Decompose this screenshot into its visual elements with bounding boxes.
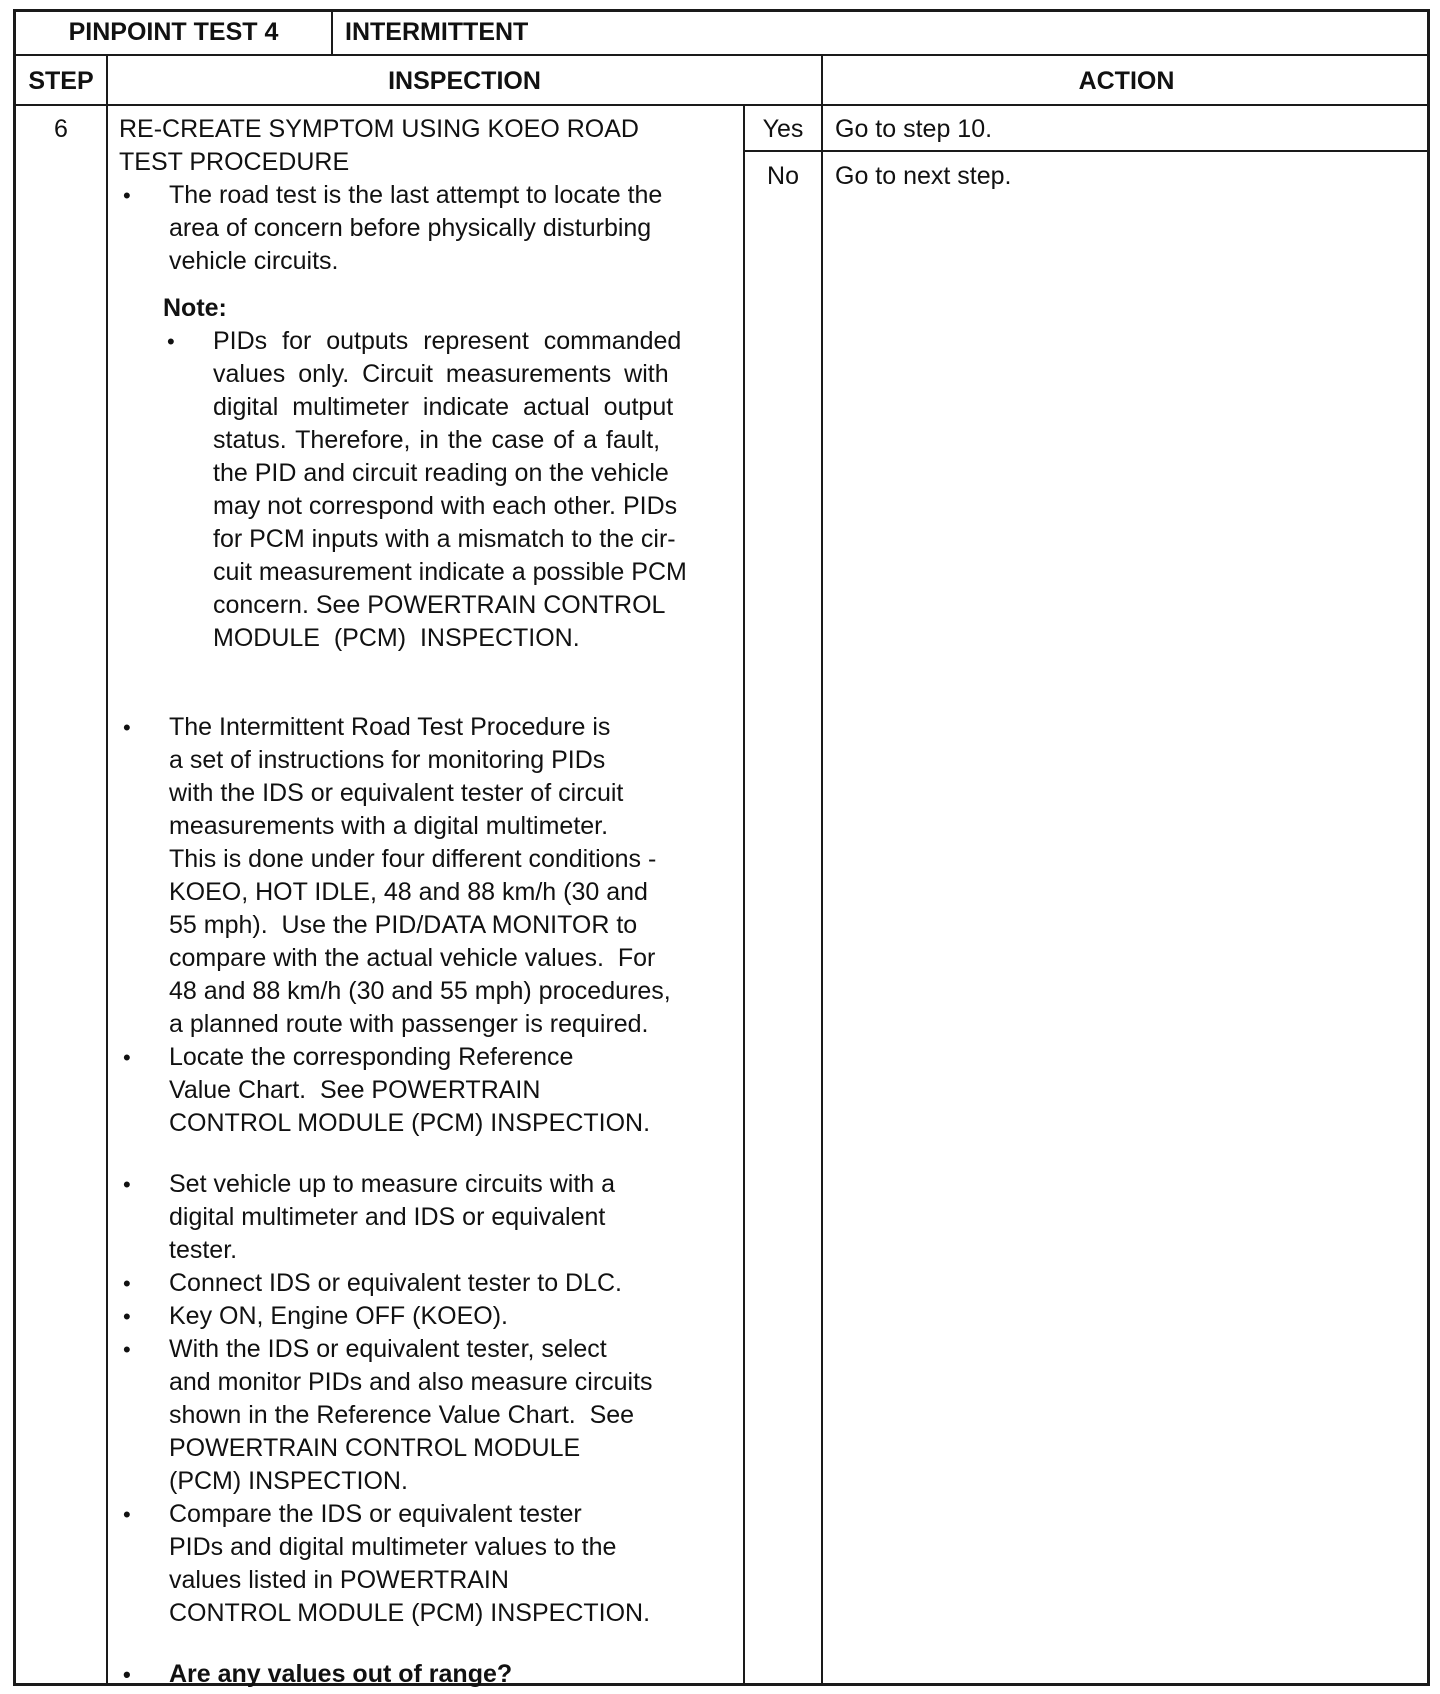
answer-yes: Yes	[762, 115, 804, 143]
note-line: digital multimeter indicate actual output	[213, 393, 674, 421]
note-line: values only. Circuit measurements with	[213, 360, 669, 388]
bullet-line: digital multimeter and IDS or equivalent	[169, 1203, 606, 1231]
rule-under-yes	[743, 150, 1430, 152]
bullet-line: CONTROL MODULE (PCM) INSPECTION.	[169, 1109, 651, 1137]
note-item	[163, 325, 735, 655]
rule-under-title	[13, 54, 1430, 56]
bullet-list-3	[119, 1168, 735, 1630]
bullet-koeo	[119, 1300, 735, 1333]
spacer	[119, 1140, 735, 1168]
bullet-line: POWERTRAIN CONTROL MODULE	[169, 1434, 581, 1462]
bullet-connect	[119, 1267, 735, 1300]
bullet-list-2	[119, 711, 735, 1140]
bullet-question	[119, 1658, 735, 1691]
column-header-step: STEP	[28, 67, 94, 95]
rule-answer-divider	[743, 104, 745, 1686]
note-list	[163, 325, 735, 655]
bullet-line: tester.	[169, 1236, 238, 1264]
bullet-line: a planned route with passenger is required.	[169, 1010, 649, 1038]
rule-inspection-divider	[821, 54, 823, 1686]
bullet-compare	[119, 1498, 735, 1630]
bullet-list-1	[119, 179, 735, 278]
answer-no: No	[767, 162, 799, 190]
bullet-line: Value Chart. See POWERTRAIN	[169, 1076, 541, 1104]
bullet-road-test	[119, 179, 735, 278]
bullet-line: • Set vehicle up to measure circuits with a	[169, 1170, 616, 1198]
bullet-line: • The road test is the last attempt to locate the	[169, 181, 663, 209]
bullet-monitor	[119, 1333, 735, 1498]
bullet-line: measurements with a digital multimeter.	[169, 812, 609, 840]
bullet-line: • Compare the IDS or equivalent tester	[169, 1500, 582, 1528]
note-line: MODULE (PCM) INSPECTION.	[213, 624, 580, 652]
bullet-line: This is done under four different conditions -	[169, 845, 657, 873]
column-header-inspection: INSPECTION	[388, 67, 541, 95]
question-text: • Are any values out of range?	[169, 1660, 513, 1688]
rule-title-divider	[331, 9, 333, 55]
bullet-line: • Connect IDS or equivalent tester to DLC.	[169, 1269, 623, 1297]
bullet-line: values listed in POWERTRAIN	[169, 1566, 509, 1594]
bullet-line: • With the IDS or equivalent tester, select	[169, 1335, 607, 1363]
bullet-line: • Key ON, Engine OFF (KOEO).	[169, 1302, 508, 1330]
spacer	[119, 655, 735, 711]
bullet-line: with the IDS or equivalent tester of circuit	[169, 779, 624, 807]
bullet-line: KOEO, HOT IDLE, 48 and 88 km/h (30 and	[169, 878, 648, 906]
step-title-line-1: RE-CREATE SYMPTOM USING KOEO ROAD	[119, 115, 639, 143]
bullet-line: (PCM) INSPECTION.	[169, 1467, 408, 1495]
test-subtitle: INTERMITTENT	[345, 18, 529, 46]
bullet-line: • Locate the corresponding Reference	[169, 1043, 574, 1071]
bullet-setup	[119, 1168, 735, 1267]
action-no: Go to next step.	[835, 162, 1012, 190]
bullet-line: vehicle circuits.	[169, 247, 339, 275]
bullet-line: • The Intermittent Road Test Procedure is	[169, 713, 611, 741]
bullet-road-test-procedure	[119, 711, 735, 1041]
bullet-line: PIDs and digital multimeter values to the	[169, 1533, 617, 1561]
note-line: may not correspond with each other. PIDs	[213, 492, 678, 520]
bullet-line: and monitor PIDs and also measure circuits	[169, 1368, 653, 1396]
bullet-list-4	[119, 1658, 735, 1691]
inspection-content	[119, 113, 735, 1691]
note-title: Note:	[163, 294, 227, 322]
step-number: 6	[54, 115, 68, 143]
note-line: concern. See POWERTRAIN CONTROL	[213, 591, 666, 619]
bullet-line: 55 mph). Use the PID/DATA MONITOR to	[169, 911, 638, 939]
bullet-reference-chart	[119, 1041, 735, 1140]
bullet-line: shown in the Reference Value Chart. See	[169, 1401, 635, 1429]
spacer	[119, 1630, 735, 1658]
note-line: cuit measurement indicate a possible PCM	[213, 558, 687, 586]
note-line: for PCM inputs with a mismatch to the cir-	[213, 525, 676, 553]
bullet-line: CONTROL MODULE (PCM) INSPECTION.	[169, 1599, 651, 1627]
note-block	[119, 292, 735, 655]
step-title-line-2: TEST PROCEDURE	[119, 148, 350, 176]
note-line: status. Therefore, in the case of a fault,	[213, 426, 661, 454]
test-title: PINPOINT TEST 4	[68, 18, 279, 46]
note-line: • PIDs for outputs represent commanded	[213, 327, 682, 355]
bullet-line: area of concern before physically disturbing	[169, 214, 652, 242]
bullet-line: compare with the actual vehicle values. For	[169, 944, 656, 972]
column-header-action: ACTION	[1078, 67, 1175, 95]
bullet-line: a set of instructions for monitoring PIDs	[169, 746, 606, 774]
bullet-line: 48 and 88 km/h (30 and 55 mph) procedures,	[169, 977, 671, 1005]
rule-under-headers	[13, 104, 1430, 106]
rule-step-divider	[106, 54, 108, 1686]
action-yes: Go to step 10.	[835, 115, 993, 143]
note-line: the PID and circuit reading on the vehicle	[213, 459, 669, 487]
